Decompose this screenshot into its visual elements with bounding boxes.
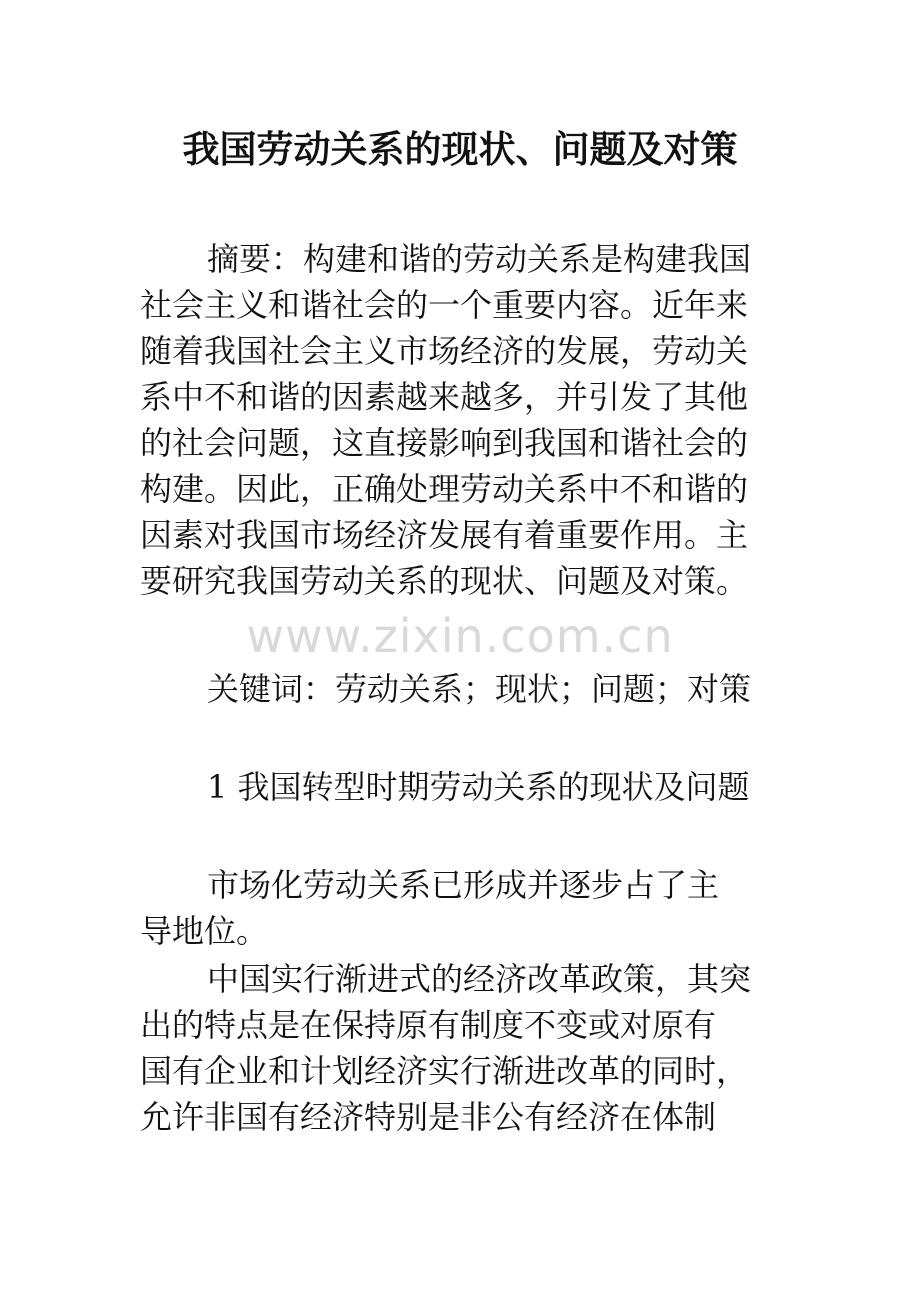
abstract-line: 系中不和谐的因素越来越多，并引发了其他 [140,378,749,416]
paragraph-line: 国有企业和计划经济实行渐进改革的同时， [140,1052,749,1090]
abstract-line: 随着我国社会主义市场经济的发展，劳动关 [140,332,749,370]
paragraph-line: 市场化劳动关系已形成并逐步占了主 [207,866,720,904]
abstract-line: 社会主义和谐社会的一个重要内容。近年来 [140,286,749,324]
section-heading: 1 我国转型时期劳动关系的现状及问题 [207,768,750,806]
paragraph-line: 出的特点是在保持原有制度不变或对原有 [140,1006,717,1044]
keywords-line: 关键词：劳动关系；现状；问题；对策 [207,670,752,708]
paragraph-line: 中国实行渐进式的经济改革政策，其突 [207,960,752,998]
abstract-line: 要研究我国劳动关系的现状、问题及对策。 [140,562,749,600]
abstract-line: 构建。因此，正确处理劳动关系中不和谐的 [140,470,749,508]
paragraph-line: 导地位。 [140,912,269,950]
abstract-line: 因素对我国市场经济发展有着重要作用。主 [140,516,749,554]
abstract-line: 的社会问题，这直接影响到我国和谐社会的 [140,424,749,462]
watermark: www.zixin.com.cn [246,609,674,663]
paragraph-line: 允许非国有经济特别是非公有经济在体制 [140,1098,717,1136]
document-title: 我国劳动关系的现状、问题及对策 [182,127,738,171]
abstract-line: 摘要：构建和谐的劳动关系是构建我国 [207,240,752,278]
